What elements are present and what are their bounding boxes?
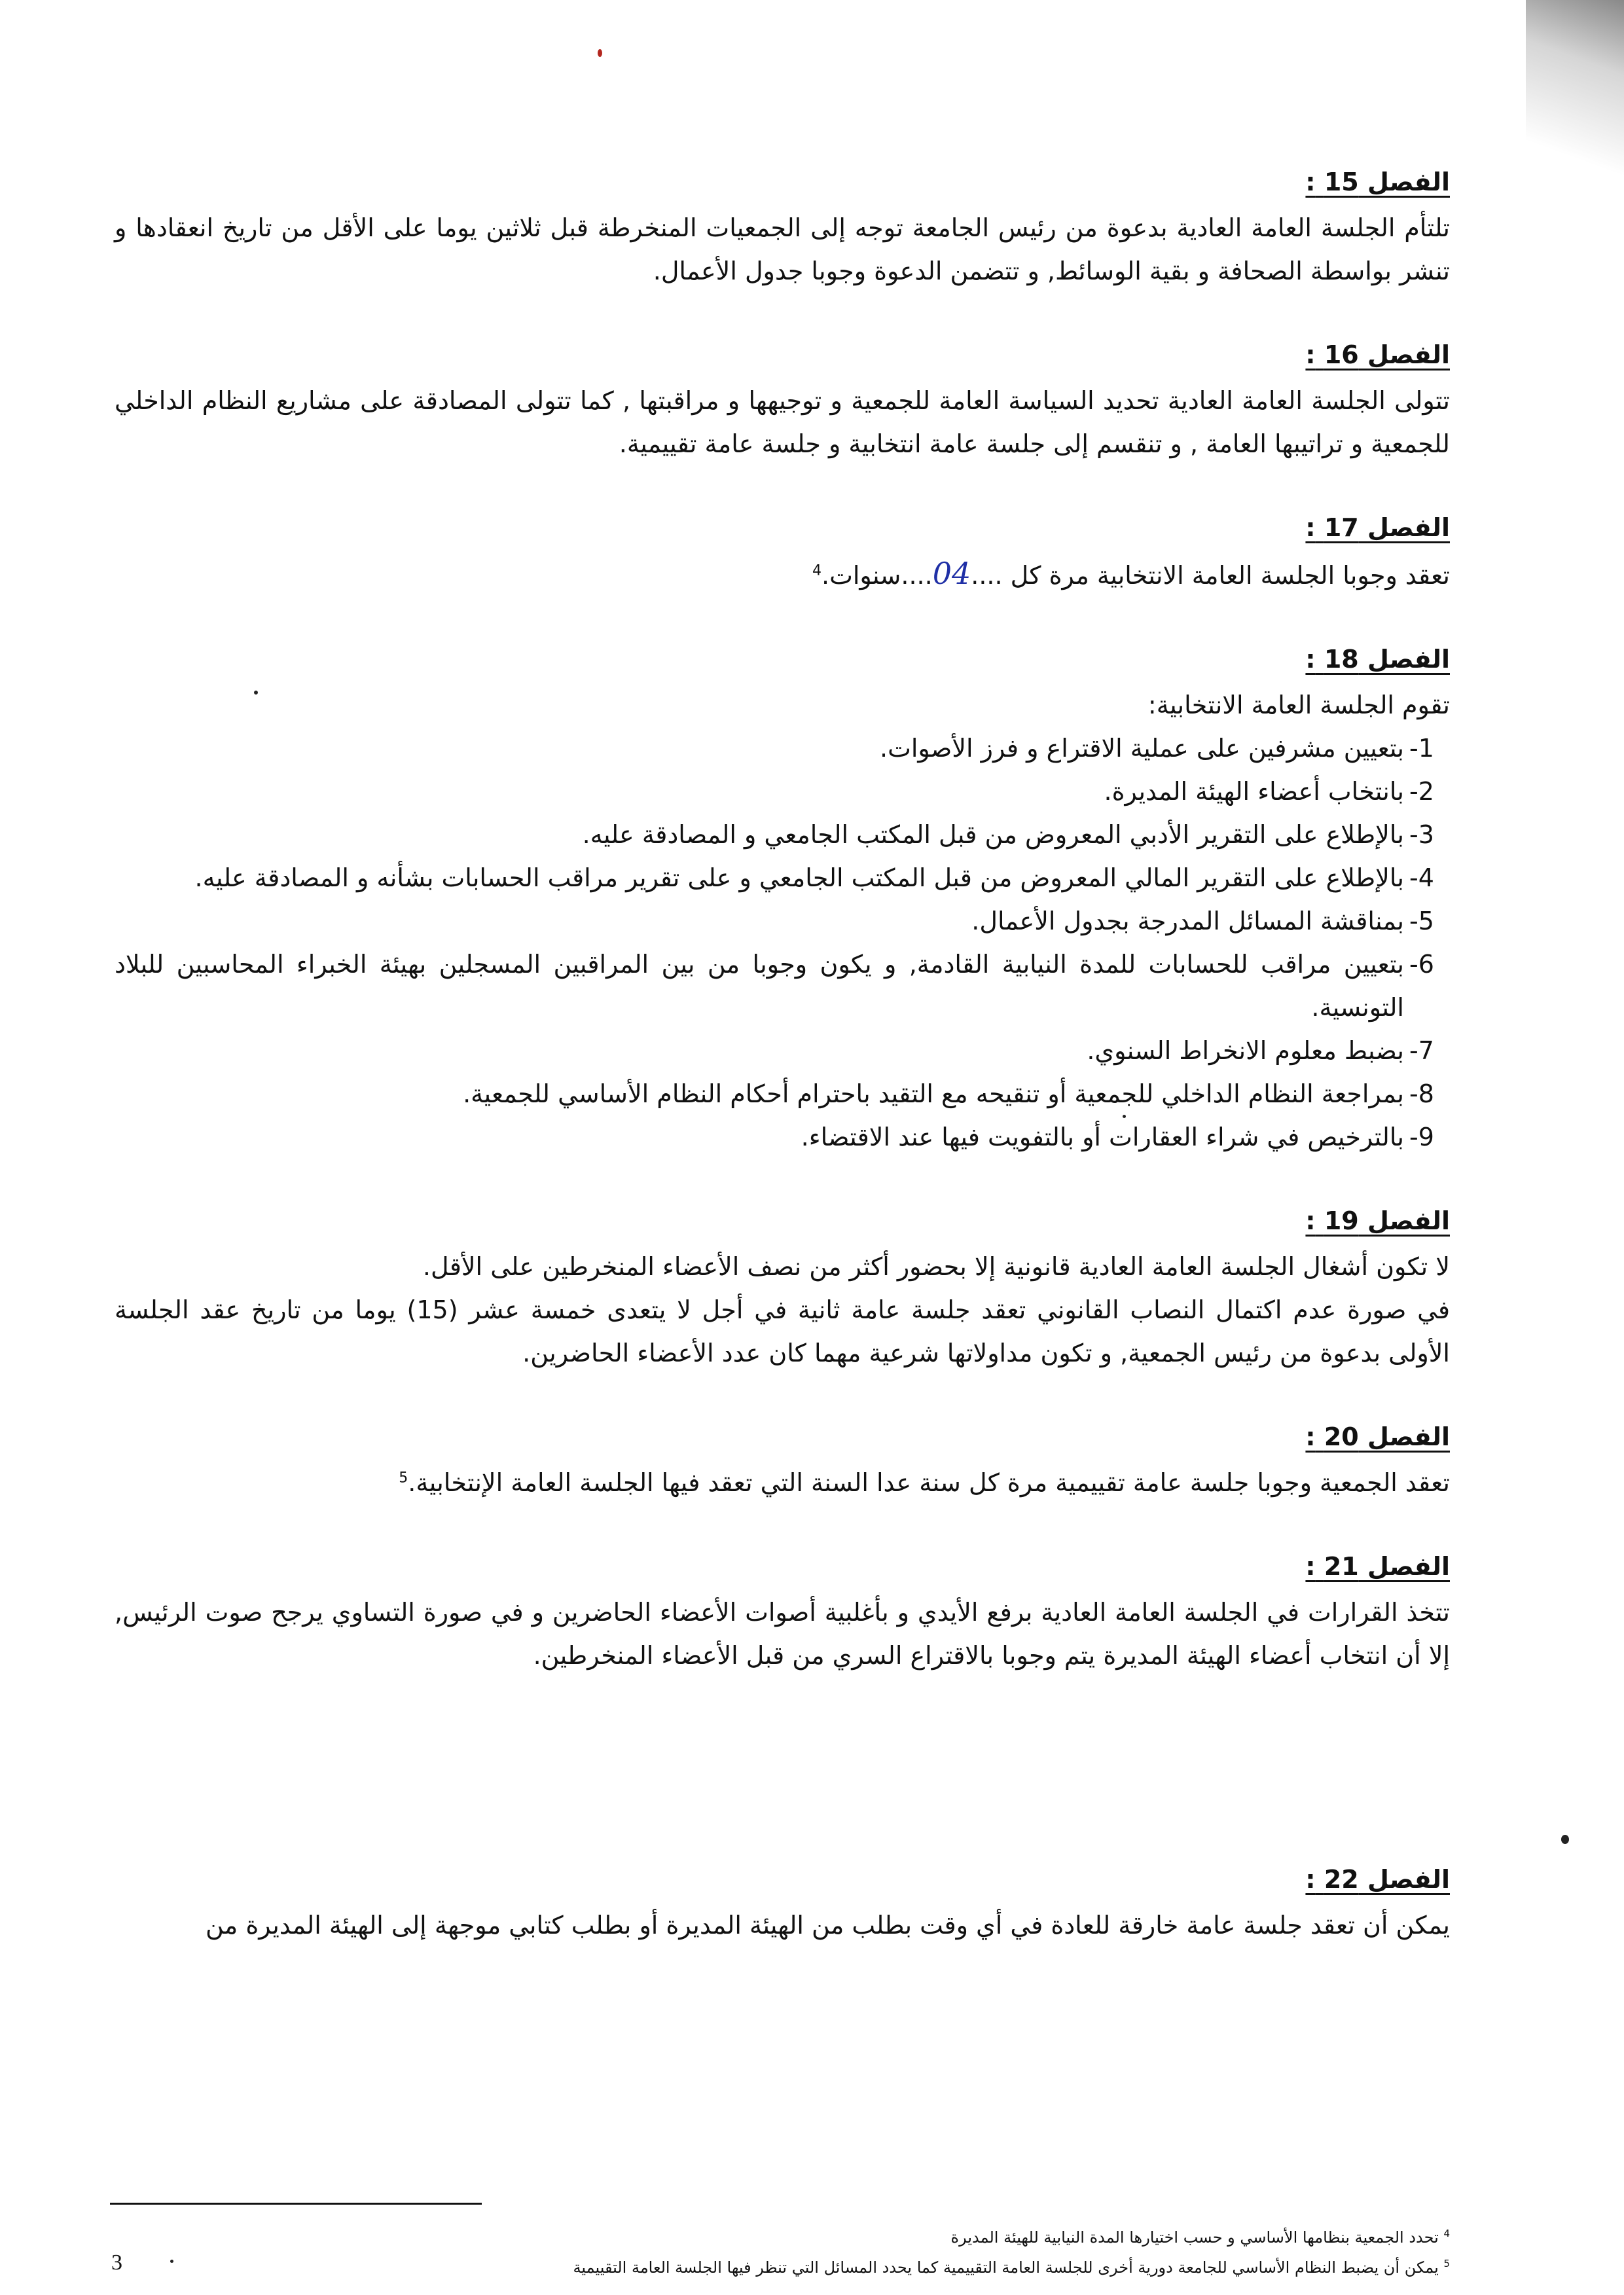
duties-list <box>115 727 1450 1159</box>
article-intro: تقوم الجلسة العامة الانتخابية: <box>1147 691 1450 719</box>
list-item: -8 بمراجعة النظام الداخلي للجمعية أو تنقيحه مع التقيد باحترام أحكام النظام الأساسي للجمعية. <box>463 1079 1434 1108</box>
article-heading: الفصل 15 : <box>1305 168 1450 196</box>
article-text: لا تكون أشغال الجلسة العامة العادية قانونية إلا بحضور أكثر من نصف الأعضاء المنخرطين على الأقل. <box>422 1252 1450 1281</box>
article-text: يمكن أن تعقد جلسة عامة خارقة للعادة في أي وقت بطلب من الهيئة المديرة أو بطلب كتابي موجهة إلى الهيئة المديرة من <box>205 1911 1450 1940</box>
article-heading: الفصل 16 : <box>1305 340 1450 369</box>
list-item: -5 بمناقشة المسائل المدرجة بجدول الأعمال. <box>971 907 1434 935</box>
article-text: تتولى الجلسة العامة العادية تحديد السياسة العامة للجمعية و توجيهها و مراقبتها , كما تتولى المصادقة على مشاريع النظام الداخلي للجمعية و تراتيبها العامة , و تنقسم إلى جلسة عامة انتخابية و جلسة عامة تقييمية. <box>115 386 1450 458</box>
article-21 <box>115 1545 1450 1677</box>
article-heading: الفصل 20 : <box>1305 1422 1450 1451</box>
scan-speck <box>1561 1835 1569 1844</box>
article-17 <box>115 506 1450 597</box>
list-item: -9 بالترخيص في شراء العقارات أو بالتفويت فيها عند الاقتضاء. <box>801 1123 1434 1151</box>
list-item: -6 بتعيين مراقب للحسابات للمدة النيابية القادمة, و يكون وجوبا من بين المراقبين المسجلين بهيئة الخبراء المحاسبين للبلاد التونسية. <box>115 950 1434 1022</box>
list-item: -7 بضبط معلوم الانخراط السنوي. <box>1087 1036 1434 1065</box>
footnotes <box>115 2222 1450 2283</box>
article-heading: الفصل 18 : <box>1305 645 1450 674</box>
article-heading: الفصل 22 : <box>1305 1865 1450 1894</box>
list-item: -2 بانتخاب أعضاء الهيئة المديرة. <box>1104 777 1434 806</box>
article-heading: الفصل 17 : <box>1305 513 1450 542</box>
article-text: تعقد الجمعية وجوبا جلسة عامة تقييمية مرة كل سنة عدا السنة التي تعقد فيها الجلسة العامة الإنتخابية.$^5$ <box>399 1468 1450 1497</box>
article-20 <box>115 1415 1450 1504</box>
article-heading: الفصل 19 : <box>1305 1206 1450 1235</box>
article-text: تلتأم الجلسة العامة العادية بدعوة من رئيس الجامعة توجه إلى الجمعيات المنخرطة قبل ثلاثين يوما على الأقل من تاريخ انعقادها و تنشر بواسطة الصحافة و بقية الوسائط, و تتضمن الدعوة وجوبا جدول الأعمال. <box>115 213 1450 285</box>
article-15 <box>115 160 1450 293</box>
article-text: في صورة عدم اكتمال النصاب القانوني تعقد جلسة عامة ثانية في أجل لا يتعدى خمسة عشر (15) يوما من تاريخ عقد الجلسة الأولى بدعوة من رئيس الجمعية, و تكون مداولاتها شرعية مهما كان عدد الأعضاء الحاضرين. <box>115 1295 1450 1367</box>
document-body <box>115 160 1450 1718</box>
article-18 <box>115 638 1450 1159</box>
footnote: $^4$ تحدد الجمعية بنظامها الأساسي و حسب اختيارها المدة النيابية للهيئة المديرة <box>950 2228 1450 2247</box>
article-19 <box>115 1199 1450 1375</box>
article-16 <box>115 333 1450 465</box>
article-heading: الفصل 21 : <box>1305 1552 1450 1581</box>
article-22 <box>115 1858 1450 1947</box>
handwritten-term-years: 04 <box>932 556 971 591</box>
footnote-ref: 5 <box>399 1470 408 1487</box>
footnote: $^5$ يمكن أن يضبط النظام الأساسي للجامعة دورية أخرى للجلسة العامة التقييمية كما يحدد المسائل التي تنظر فيها الجلسة العامة التقييمية <box>573 2258 1450 2277</box>
list-item: -1 بتعيين مشرفين على عملية الاقتراع و فرز الأصوات. <box>880 734 1434 763</box>
article-text: تعقد وجوبا الجلسة العامة الانتخابية مرة كل ....04....سنوات.$^4$ <box>812 556 1450 591</box>
scan-corner-shadow <box>1526 0 1624 216</box>
page-number: 3 <box>111 2250 122 2275</box>
list-item: -4 بالإطلاع على التقرير المالي المعروض من قبل المكتب الجامعي و على تقرير مراقب الحسابات بشأنه و المصادقة عليه. <box>194 863 1434 892</box>
footnote-separator <box>110 2203 482 2205</box>
footnote-ref: 4 <box>812 562 822 579</box>
article-text: تتخذ القرارات في الجلسة العامة العادية برفع الأيدي و بأغلبية أصوات الأعضاء الحاضرين و في صورة التساوي يرجح صوت الرئيس, إلا أن انتخاب أعضاء الهيئة المديرة يتم وجوبا بالاقتراع السري من قبل الأعضاء المنخرطين. <box>115 1598 1450 1670</box>
list-item: -3 بالإطلاع على التقرير الأدبي المعروض من قبل المكتب الجامعي و المصادقة عليه. <box>582 820 1434 849</box>
scan-speck <box>598 49 602 57</box>
